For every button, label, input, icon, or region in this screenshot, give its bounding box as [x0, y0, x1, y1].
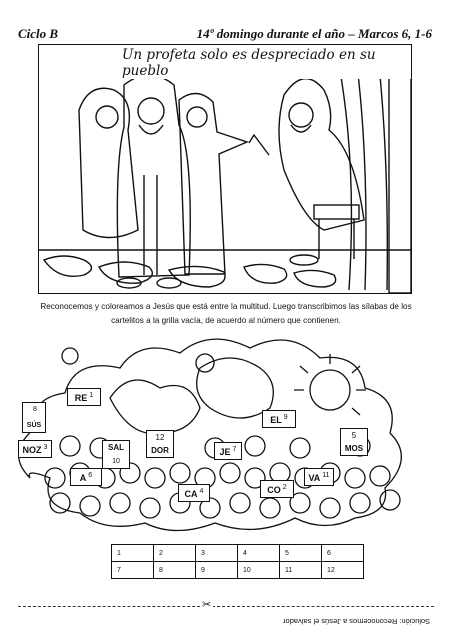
sign-8: 8 SÚS — [22, 402, 46, 433]
sign-7: JE $^7$ — [214, 442, 242, 460]
illustration-scene — [38, 44, 412, 294]
crowd-illustration — [0, 328, 452, 558]
page-title: 14º domingo durante el año – Marcos 6, 1-6 — [196, 26, 432, 41]
instructions-line-2: cartelitos a la grilla vacía, de acuerdo al número que contienen. — [111, 316, 341, 325]
grid-cell[interactable]: 4 — [238, 545, 280, 562]
grid-cell[interactable]: 1 — [112, 545, 154, 562]
sign-9: EL $^9$ — [262, 410, 296, 428]
scissors-icon: ✂ — [202, 599, 212, 611]
instructions — [20, 300, 432, 328]
sign-1: RE $^1$ — [67, 388, 101, 406]
grid-cell[interactable]: 6 — [322, 545, 364, 562]
sign-12: 12 DOR — [146, 430, 174, 458]
grid-cell[interactable]: 8 — [154, 562, 196, 579]
scene-drawing — [39, 45, 412, 294]
grid-cell[interactable]: 11 — [280, 562, 322, 579]
sign-6: A $^6$ — [70, 468, 102, 486]
sign-5: 5 MOS — [340, 428, 368, 456]
sign-3: NOZ $^3$ — [18, 440, 52, 458]
grid-cell[interactable]: 10 — [238, 562, 280, 579]
grid-cell[interactable]: 2 — [154, 545, 196, 562]
grid-row-1 — [112, 545, 364, 562]
sign-10: SAL 10 — [102, 440, 130, 469]
grid-cell[interactable]: 3 — [196, 545, 238, 562]
grid-row-2 — [112, 562, 364, 579]
grid-cell[interactable]: 5 — [280, 545, 322, 562]
grid-cell[interactable]: 12 — [322, 562, 364, 579]
scene-caption: Un profeta solo es despreciado en su pueblo — [119, 47, 411, 79]
grid-cell[interactable]: 9 — [196, 562, 238, 579]
solution-text: Solución: Reconocemos a Jesús el salvador — [282, 617, 430, 626]
grid-cell[interactable]: 7 — [112, 562, 154, 579]
answer-grid — [111, 544, 364, 579]
cycle-label: Ciclo B — [18, 26, 59, 41]
instructions-line-1: Reconocemos y coloreamos a Jesús que está entre la multitud. Luego transcribimos las sílabas de los — [40, 302, 412, 311]
cut-line — [18, 606, 434, 607]
header — [18, 26, 432, 44]
sign-2: CO $^2$ — [260, 480, 294, 498]
sign-4: CA $^4$ — [178, 484, 210, 502]
sign-11: VA $^{11}$ — [304, 468, 334, 486]
